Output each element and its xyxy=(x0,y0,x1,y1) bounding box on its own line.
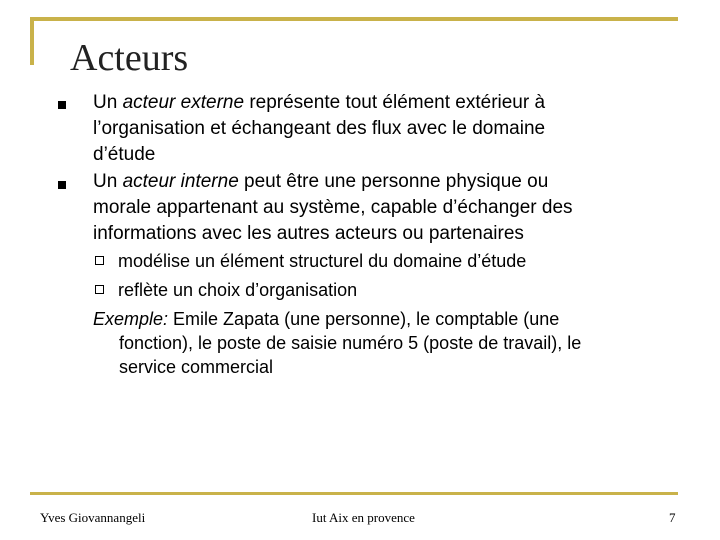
paragraph-acteur-externe: Un acteur externe représente tout élément extérieur à l’organisation et échangeant des flux avec le domaine d’étude xyxy=(93,92,546,165)
example-paragraph: Exemple: Emile Zapata (une personne), le comptable (une fonction), le poste de saisie numéro 5 (poste de travail), le service commercial xyxy=(93,309,582,377)
sub-bullet-2: reflète un choix d’organisation xyxy=(93,278,673,302)
checkbox-square-icon xyxy=(95,285,104,294)
term-acteur-externe: acteur externe xyxy=(122,92,245,113)
footer-page-number: 7 xyxy=(669,510,676,525)
footer-author: Yves Giovannangeli xyxy=(40,510,146,525)
bullet-square-icon xyxy=(58,181,66,189)
example-label: Exemple: xyxy=(93,309,169,329)
slide-title: Acteurs xyxy=(70,37,189,79)
term-acteur-interne: acteur interne xyxy=(122,171,239,192)
footer-divider xyxy=(30,492,678,495)
frame-top-border xyxy=(30,17,678,21)
sub-bullet-1: modélise un élément structurel du domaine d’étude xyxy=(93,249,673,273)
paragraph-acteur-interne: Un acteur interne peut être une personne physique ou morale appartenant au système, capable d’échanger des informations avec les autres acteurs ou partenaires xyxy=(93,171,573,244)
frame-left-border xyxy=(30,17,34,65)
checkbox-square-icon xyxy=(95,256,104,265)
footer-institution: Iut Aix en provence xyxy=(312,510,415,525)
bullet-square-icon xyxy=(58,101,66,109)
